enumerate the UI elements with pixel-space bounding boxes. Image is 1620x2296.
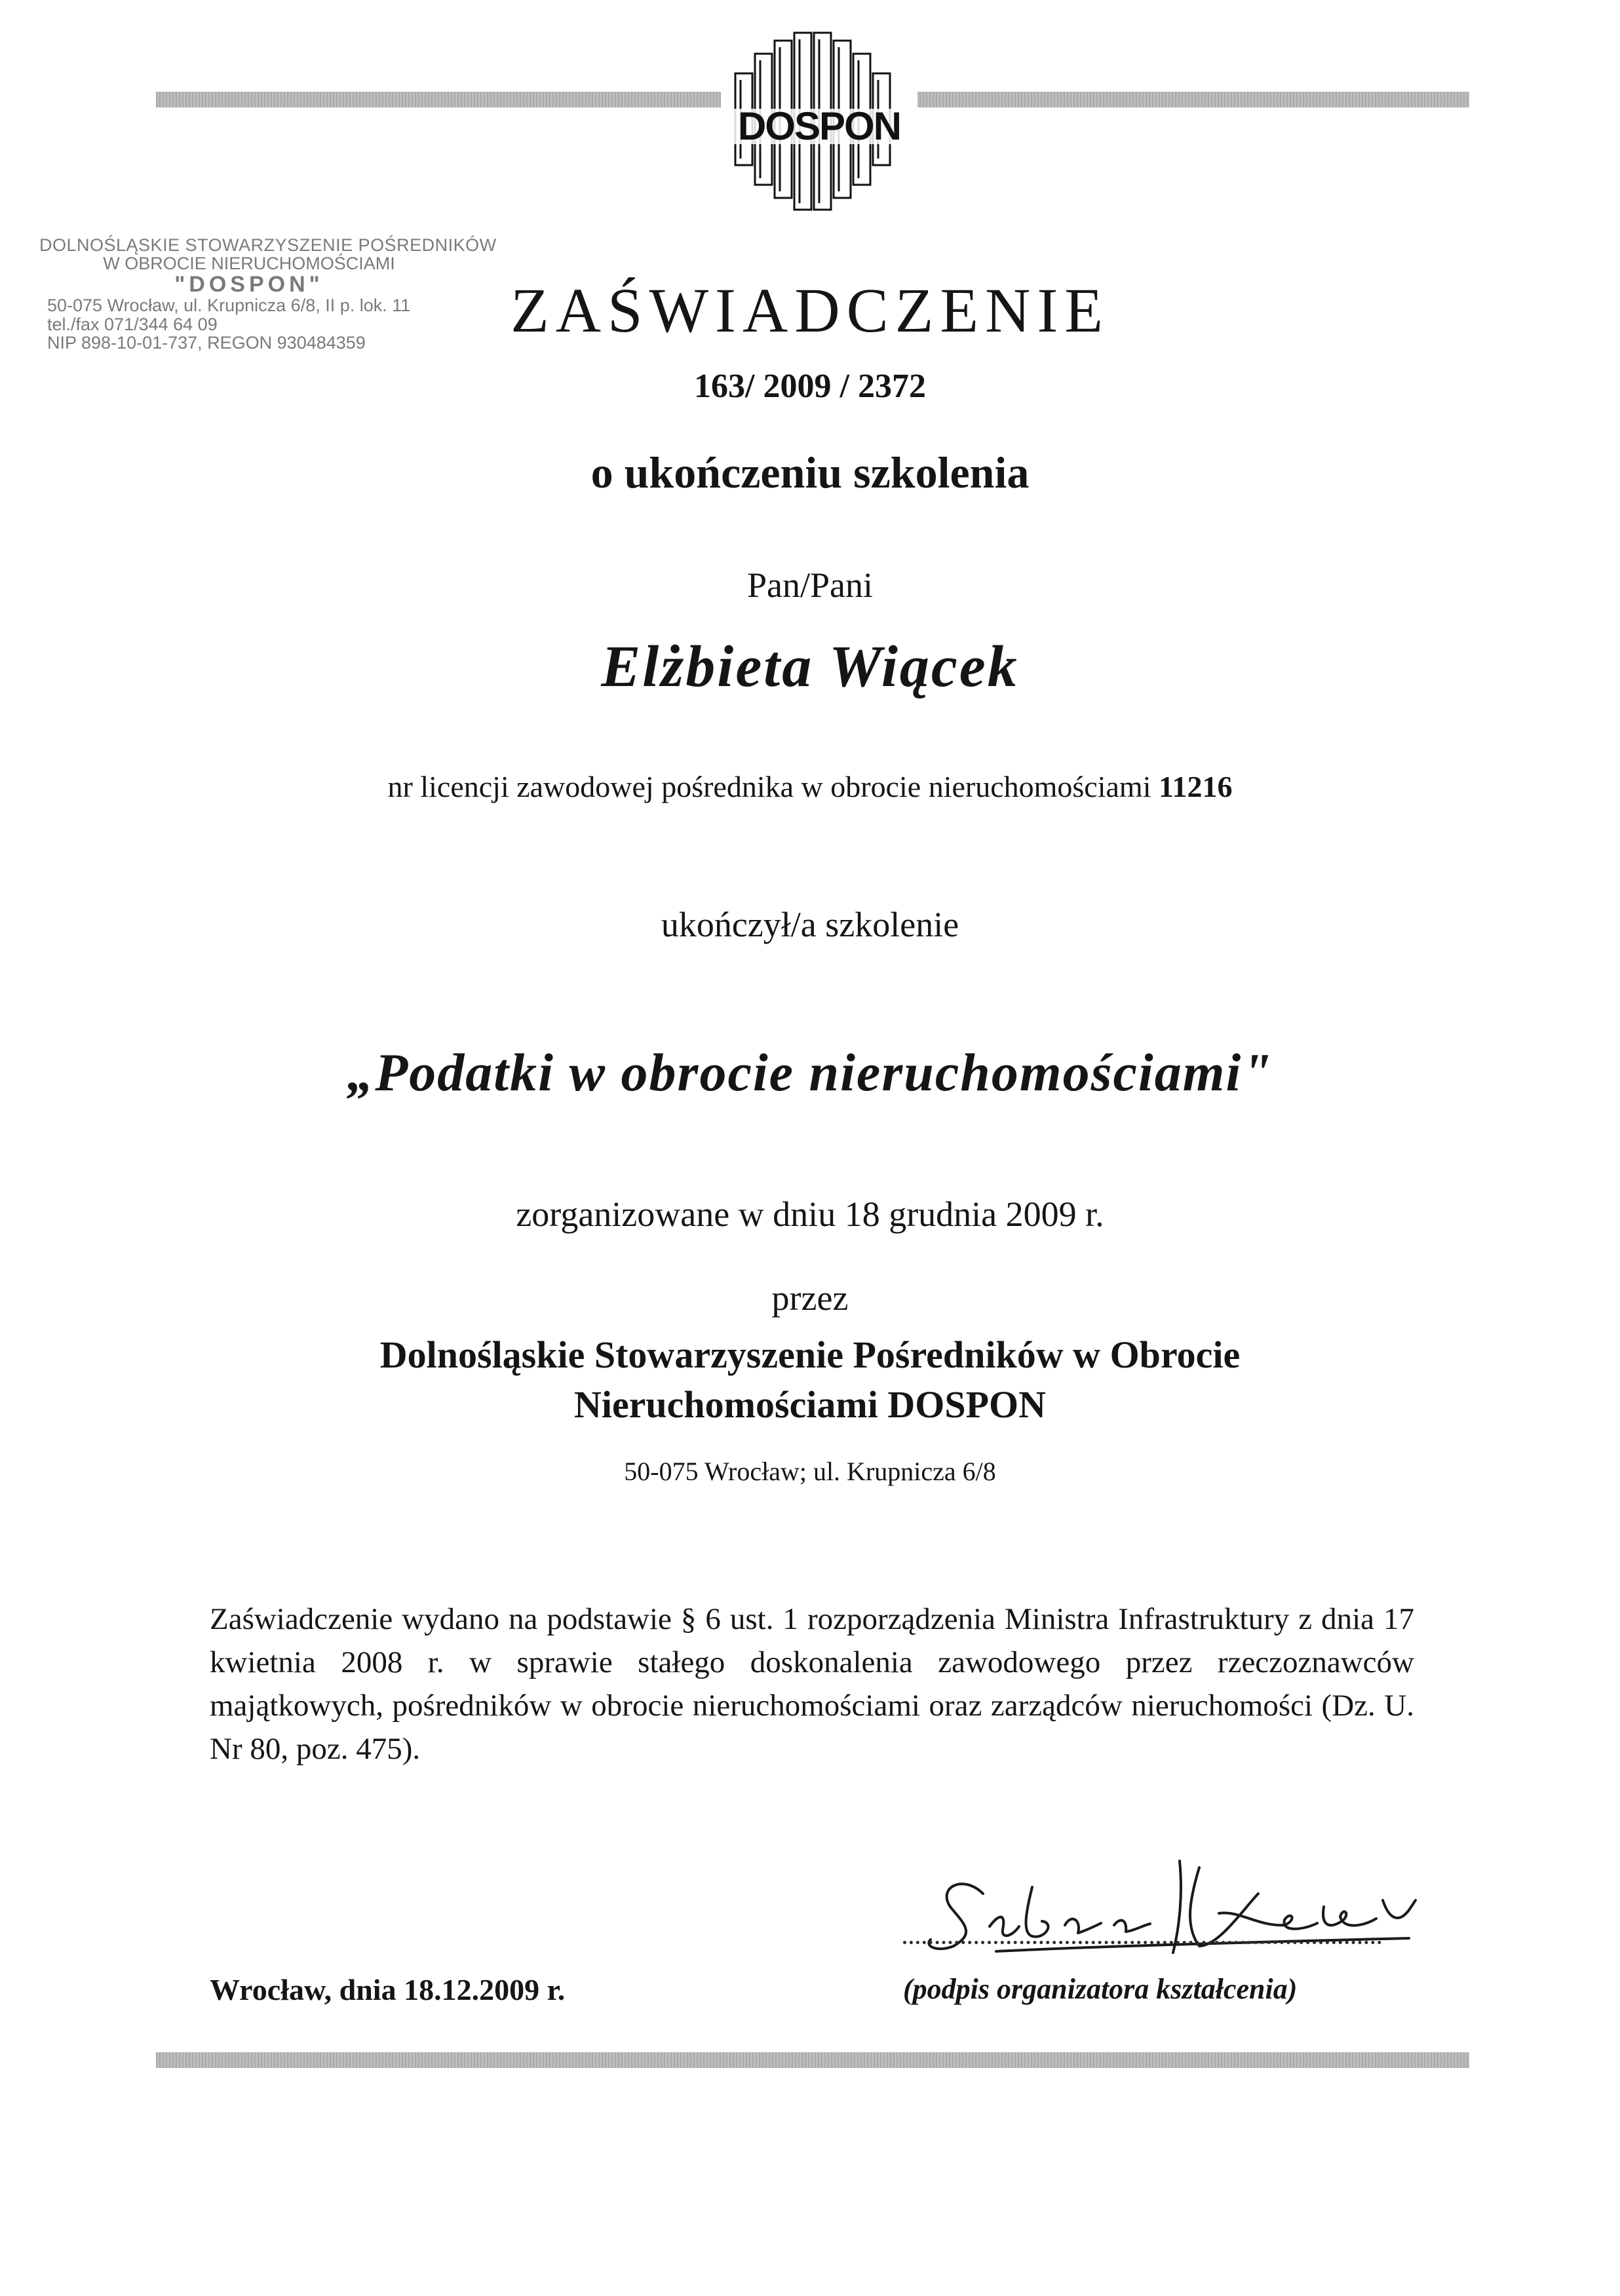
stamp-line-address: 50-075 Wrocław, ul. Krupnicza 6/8, II p. lok. 11	[47, 296, 411, 316]
signature-caption: (podpis organizatora kształcenia)	[903, 1973, 1298, 2005]
handwritten-signature	[891, 1848, 1468, 1966]
by-text: przez	[771, 1278, 849, 1318]
certificate-number: 163/ 2009 / 2372	[694, 368, 926, 405]
stamp-line-acronym: "DOSPON"	[174, 271, 324, 297]
organizer-name-line2: Nieruchomościami DOSPON	[573, 1383, 1047, 1426]
license-text: nr licencji zawodowej pośrednika w obrocie nieruchomościami	[387, 770, 1159, 803]
organizer-name-line1: Dolnośląskie Stowarzyszenie Pośredników w Obrocie	[379, 1333, 1241, 1376]
place-and-date: Wrocław, dnia 18.12.2009 r.	[210, 1973, 566, 2006]
legal-basis-paragraph: Zaświadczenie wydano na podstawie § 6 ust. 1 rozporządzenia Ministra Infrastruktury z dnia 17 kwietnia 2008 r. w sprawie stałego doskonalenia zawodowego przez rzeczoznawców majątkowych, pośredników w obrocie nieruchomościami oraz zarządców nieruchomości (Dz. U. Nr 80, poz. 475).	[210, 1602, 1414, 1766]
stamp-line-tax-ids: NIP 898-10-01-737, REGON 930484359	[47, 333, 366, 353]
license-number: 11216	[1158, 770, 1233, 803]
dospon-logo-mark	[721, 28, 917, 215]
logo-text: DOSPON	[737, 104, 901, 148]
course-title: „Podatki w obrocie nieruchomościami"	[347, 1043, 1273, 1102]
stamp-line-name: DOLNOŚLĄSKIE STOWARZYSZENIE POŚREDNIKÓW	[39, 235, 497, 255]
stamp-line-subname: W OBROCIE NIERUCHOMOŚCIAMI	[103, 254, 395, 274]
signature-dotted-line	[903, 1941, 1381, 1944]
stamp-line-phone: tel./fax 071/344 64 09	[47, 314, 218, 334]
completed-text: ukończył/a szkolenie	[661, 905, 959, 944]
document-title: ZAŚWIADCZENIE	[511, 275, 1109, 345]
organized-date: zorganizowane w dniu 18 grudnia 2009 r.	[516, 1195, 1104, 1234]
bottom-decorative-rule	[156, 2052, 1469, 2068]
person-name: Elżbieta Wiącek	[601, 634, 1019, 699]
organizer-address: 50-075 Wrocław; ul. Krupnicza 6/8	[624, 1457, 996, 1486]
document-subtitle: o ukończeniu szkolenia	[590, 448, 1030, 497]
dospon-logo	[721, 28, 917, 215]
salutation: Pan/Pani	[746, 565, 873, 605]
license-line	[0, 769, 1620, 804]
